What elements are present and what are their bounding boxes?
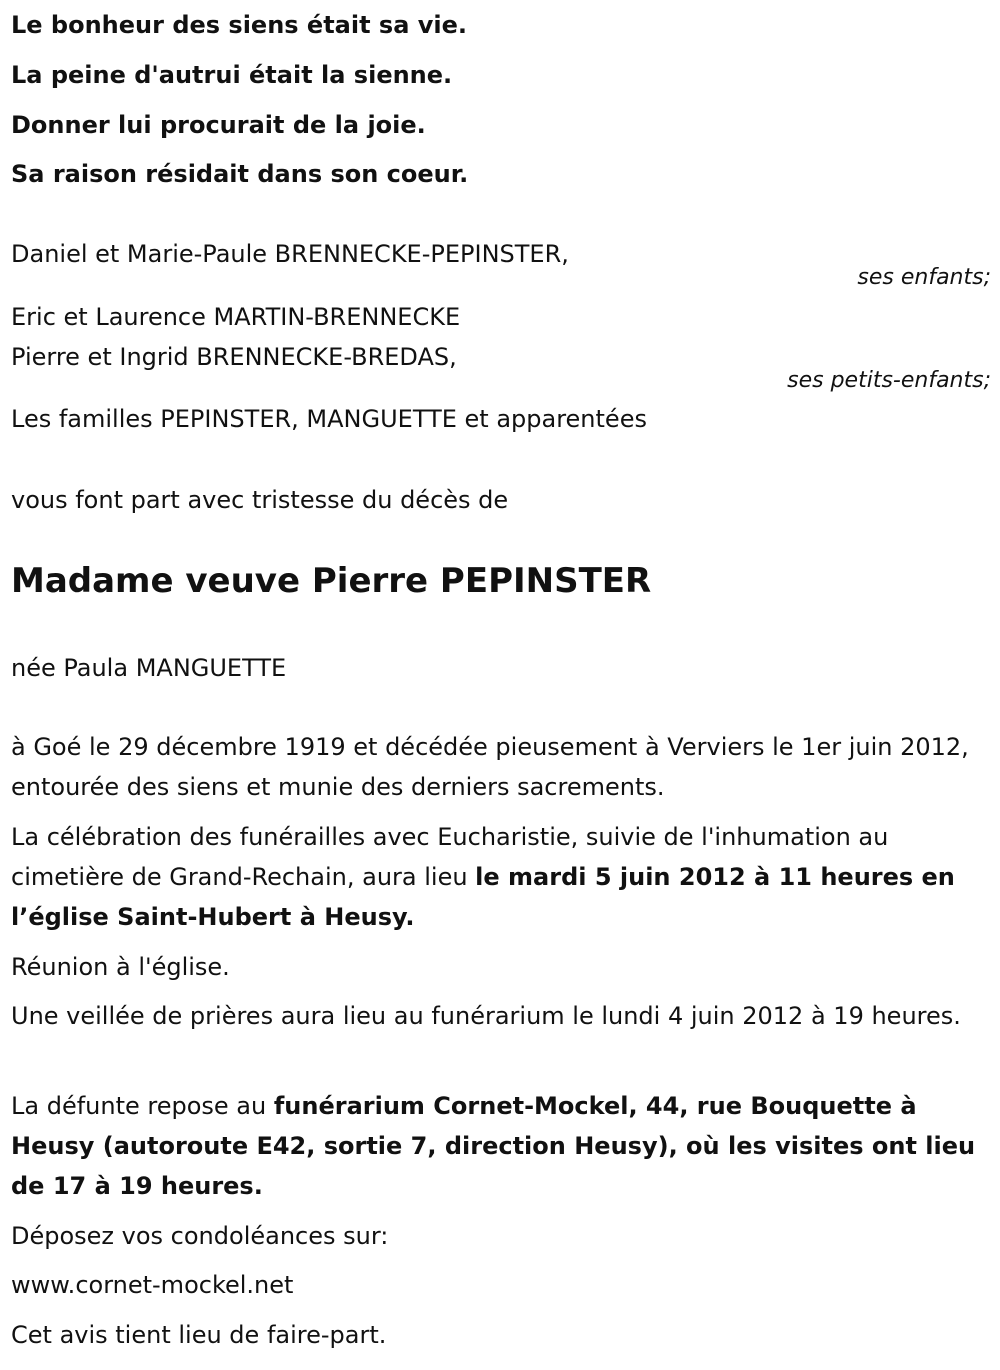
grandchildren-line-2: Pierre et Ingrid BRENNECKE-BREDAS, [11,343,457,371]
grandchildren-line-1: Eric et Laurence MARTIN-BRENNECKE [11,303,461,331]
families-line: Les familles PEPINSTER, MANGUETTE et apparentées [11,405,647,433]
poem-line-2: La peine d'autrui était la sienne. [11,61,453,89]
repose-paragraph [11,1086,991,1206]
closing-line: Cet avis tient lieu de faire-part. [11,1321,387,1349]
deceased-title: Madame veuve Pierre PEPINSTER [11,561,652,601]
condolences-label: Déposez vos condoléances sur: [11,1222,389,1250]
children-names: Daniel et Marie-Paule BRENNECKE-PEPINSTER, [11,240,569,268]
vigil-paragraph: Une veillée de prières aura lieu au funérarium le lundi 4 juin 2012 à 19 heures. [11,1002,961,1030]
announcement-line: vous font part avec tristesse du décès de [11,486,509,514]
children-label: ses enfants; [857,265,991,290]
poem-line-3: Donner lui procurait de la joie. [11,111,426,139]
ceremony-intro: La célébration des funérailles avec Eucharistie, suivie de l'inhumation au cimetière de Grand-Rechain, aura lieu [11,823,889,891]
ceremony-details: le mardi 5 juin 2012 à 11 heures en l’église Saint-Hubert à Heusy. [11,863,955,931]
poem-line-4: Sa raison résidait dans son coeur. [11,160,469,188]
website-link[interactable]: www.cornet-mockel.net [11,1271,294,1299]
birth-death-paragraph: à Goé le 29 décembre 1919 et décédée pieusement à Verviers le 1er juin 2012, entourée des siens et munie des derniers sacrements. [11,733,969,801]
ceremony-paragraph [11,817,991,937]
poem-line-1: Le bonheur des siens était sa vie. [11,11,468,39]
reunion-line: Réunion à l'église. [11,953,230,981]
grandchildren-label: ses petits-enfants; [787,368,991,393]
repose-intro: La défunte repose au [11,1092,274,1120]
born-name: née Paula MANGUETTE [11,654,287,682]
repose-details: funérarium Cornet-Mockel, 44, rue Bouquette à Heusy (autoroute E42, sortie 7, direction Heusy), où les visites ont lieu de 17 à 19 heures. [11,1092,976,1200]
